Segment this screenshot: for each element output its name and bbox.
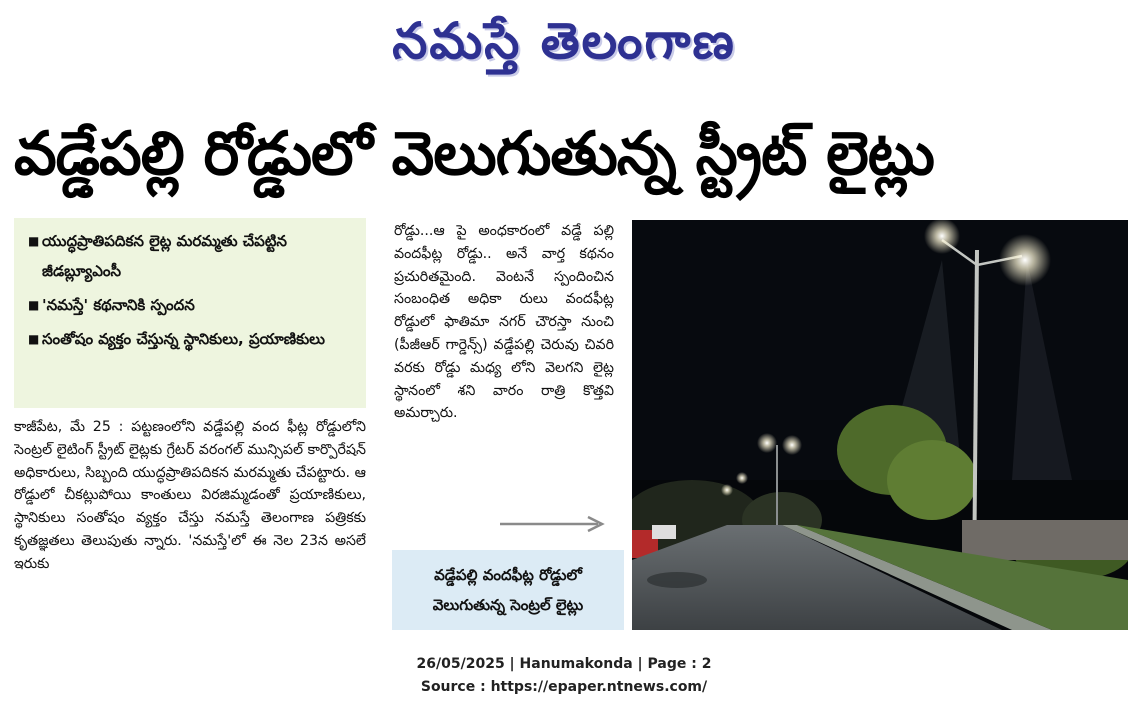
- bullet-square-icon: ■: [28, 332, 40, 346]
- photo-caption: [392, 550, 624, 630]
- right-arrow-icon: [498, 514, 606, 534]
- highlight-text: సంతోషం వ్యక్తం చేస్తున్న స్థానికులు, ప్రయాణికులు: [42, 330, 325, 348]
- newspaper-masthead: నమస్తే తెలంగాణ: [392, 11, 736, 70]
- bullet-square-icon: ■: [28, 298, 40, 312]
- footer-date-edition: 26/05/2025 | Hanumakonda | Page : 2: [416, 656, 712, 672]
- highlight-text: యుద్ధప్రాతిపదికన లైట్ల మరమ్మతు చేపట్టిన జీడబ్ల్యూఎంసీ: [42, 232, 287, 280]
- street-lights-photo: [632, 220, 1128, 630]
- highlight-item: [28, 324, 354, 354]
- bullet-square-icon: ■: [28, 234, 40, 248]
- highlights-box: [14, 218, 366, 408]
- caption-line-1: వడ్డేపల్లి వందఫీట్ల రోడ్డులో: [434, 566, 582, 584]
- caption-line-2: వెలుగుతున్న సెంట్రల్ లైట్లు: [432, 596, 584, 614]
- highlight-text: 'నమస్తే' కథనానికి స్పందన: [42, 296, 195, 314]
- article-column-1: కాజీపేట, మే 25 : పట్టణంలోని వడ్డేపల్లి వంద ఫీట్ల రోడ్డులోని సెంట్రల్ లైటింగ్ స్ట్రీట్ లైట్లకు గ్రేటర్ వరంగల్ మున్సిపల్ కార్పొరేషన్ అధికారులు, సిబ్బంది యుద్ధప్రాతిపదికన మరమ్మతు చేపట్టారు. ఆ రోడ్డులో చీకట్లుపోయి కాంతులు విరజిమ్మడంతో ప్రయాణికులు, స్థానికులు సంతోషం వ్యక్తం చేస్తు నమస్తే తెలంగాణ పత్రికకు కృతజ్ఞతలు తెలుపుతు న్నారు. 'నమస్తే'లో ఈ నెల 23న అసలే ఇరుకు: [14, 419, 366, 572]
- article-column-2: రోడ్డు...ఆ పై అంధకారంలో వడ్డే పల్లి వందఫీట్ల రోడ్డు.. అనే వార్త కథనం ప్రచురితమైంది. వెంటనే స్పందించిన సంబంధిత అధికా రులు వందఫీట్ల రోడ్డులో ఫాతిమా నగర్ చౌరస్తా నుంచి (పీజీఆర్ గార్డెన్స్) వడ్డేపల్లి చెరువు చివరి వరకు రోడ్డు మధ్య లోని వెలగని లైట్ల స్థానంలో శని వారం రాత్రి కొత్తవి అమర్చారు.: [394, 223, 614, 422]
- highlight-item: [28, 226, 354, 286]
- highlight-item: [28, 290, 354, 320]
- footer-source: Source : https://epaper.ntnews.com/: [420, 679, 708, 695]
- headline: వడ్డేపల్లి రోడ్డులో వెలుగుతున్న స్ట్రీట్ లైట్లు: [14, 119, 934, 189]
